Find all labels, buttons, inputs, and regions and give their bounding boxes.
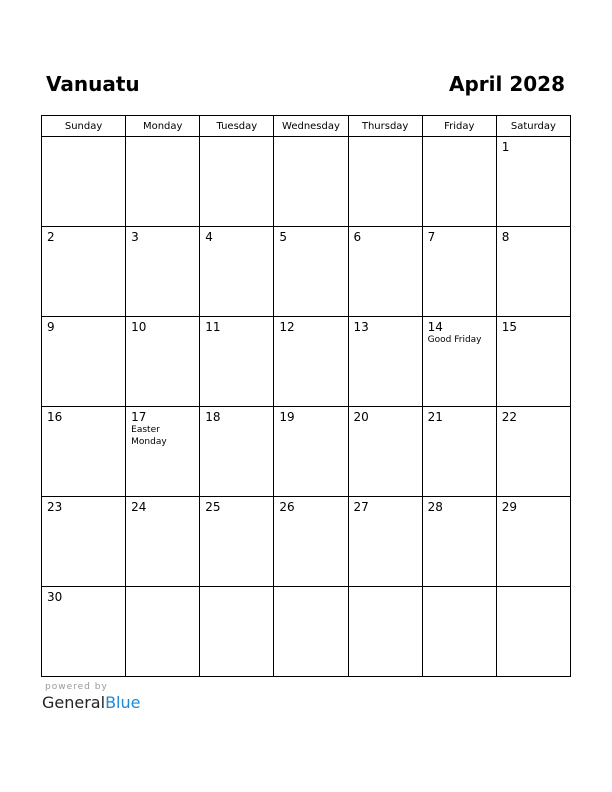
day-number: 10 — [131, 320, 147, 334]
day-cell — [200, 137, 274, 227]
brand-general-text: General — [42, 693, 106, 712]
day-cell — [348, 317, 422, 407]
day-number — [126, 587, 199, 590]
day-number — [423, 137, 496, 140]
day-cell — [126, 317, 200, 407]
day-number: 11 — [205, 320, 221, 334]
day-number: 12 — [279, 320, 295, 334]
day-number: 13 — [353, 320, 369, 334]
day-cell — [126, 407, 200, 497]
weekday-header: Saturday — [496, 116, 570, 137]
day-number: 1 — [501, 140, 510, 154]
day-number: 28 — [427, 500, 443, 514]
day-cell — [200, 587, 274, 677]
day-number — [42, 137, 125, 140]
day-number: 16 — [47, 410, 63, 424]
generalblue-logo[interactable] — [42, 693, 140, 713]
day-cell — [42, 587, 126, 677]
weekday-header: Sunday — [42, 116, 126, 137]
day-cell — [496, 317, 570, 407]
day-cell — [274, 227, 348, 317]
weekday-header: Tuesday — [200, 116, 274, 137]
week-row — [42, 407, 571, 497]
day-cell — [200, 497, 274, 587]
day-number: 29 — [501, 500, 518, 514]
day-cell — [496, 497, 570, 587]
day-number: 19 — [279, 410, 295, 424]
day-cell — [200, 407, 274, 497]
day-number: 18 — [205, 410, 221, 424]
day-cell — [126, 227, 200, 317]
day-cell — [422, 317, 496, 407]
day-cell — [42, 407, 126, 497]
day-number: 23 — [47, 500, 63, 514]
weekday-header-row — [42, 116, 571, 137]
day-cell — [42, 227, 126, 317]
weekday-header: Thursday — [348, 116, 422, 137]
day-number: 24 — [131, 500, 147, 514]
day-number: 14 — [427, 320, 443, 334]
day-cell — [348, 227, 422, 317]
week-row — [42, 497, 571, 587]
day-number: 2 — [47, 230, 55, 244]
day-number — [126, 137, 199, 140]
day-number: 6 — [353, 230, 362, 244]
country-title: Vanuatu — [46, 72, 140, 96]
day-cell — [126, 497, 200, 587]
calendar-grid — [41, 115, 571, 677]
week-row — [42, 317, 571, 407]
day-number — [349, 587, 422, 590]
day-number: 17 — [131, 410, 147, 424]
day-number — [200, 587, 273, 590]
day-cell — [200, 317, 274, 407]
week-row — [42, 587, 571, 677]
day-number — [423, 587, 496, 590]
day-number — [349, 137, 422, 140]
day-cell — [422, 497, 496, 587]
day-number: 21 — [427, 410, 443, 424]
day-number: 22 — [501, 410, 518, 424]
month-year-title: April 2028 — [449, 72, 565, 96]
day-cell — [496, 587, 570, 677]
day-cell — [348, 587, 422, 677]
day-number — [274, 137, 347, 140]
weekday-header: Wednesday — [274, 116, 348, 137]
week-row — [42, 227, 571, 317]
day-number: 25 — [205, 500, 221, 514]
day-number — [497, 587, 570, 590]
day-cell — [422, 137, 496, 227]
day-number: 30 — [47, 590, 63, 604]
day-cell — [274, 587, 348, 677]
weekday-header: Friday — [422, 116, 496, 137]
day-number: 27 — [353, 500, 369, 514]
day-number: 9 — [47, 320, 55, 334]
day-number: 20 — [353, 410, 369, 424]
weekday-header: Monday — [126, 116, 200, 137]
holiday-label: Good Friday — [427, 335, 482, 345]
day-number: 26 — [279, 500, 295, 514]
brand-blue-text: Blue — [105, 693, 141, 712]
day-number: 4 — [205, 230, 213, 244]
day-cell — [422, 587, 496, 677]
day-cell — [348, 497, 422, 587]
day-cell — [496, 407, 570, 497]
day-cell — [348, 407, 422, 497]
day-cell — [42, 317, 126, 407]
day-cell — [496, 137, 570, 227]
day-cell — [126, 137, 200, 227]
day-number: 5 — [279, 230, 288, 244]
day-cell — [274, 407, 348, 497]
day-cell — [274, 317, 348, 407]
holiday-label: Easter Monday — [131, 425, 167, 447]
day-number: 15 — [501, 320, 518, 334]
day-cell — [200, 227, 274, 317]
day-cell — [496, 227, 570, 317]
week-row — [42, 137, 571, 227]
day-cell — [274, 497, 348, 587]
day-cell — [422, 227, 496, 317]
powered-by-label: powered by — [45, 682, 108, 692]
day-cell — [274, 137, 348, 227]
day-number: 7 — [427, 230, 436, 244]
day-number: 3 — [131, 230, 139, 244]
day-cell — [126, 587, 200, 677]
day-cell — [422, 407, 496, 497]
day-number: 8 — [501, 230, 510, 244]
day-cell — [42, 137, 126, 227]
day-number — [274, 587, 347, 590]
day-number — [200, 137, 273, 140]
day-cell — [348, 137, 422, 227]
day-cell — [42, 497, 126, 587]
